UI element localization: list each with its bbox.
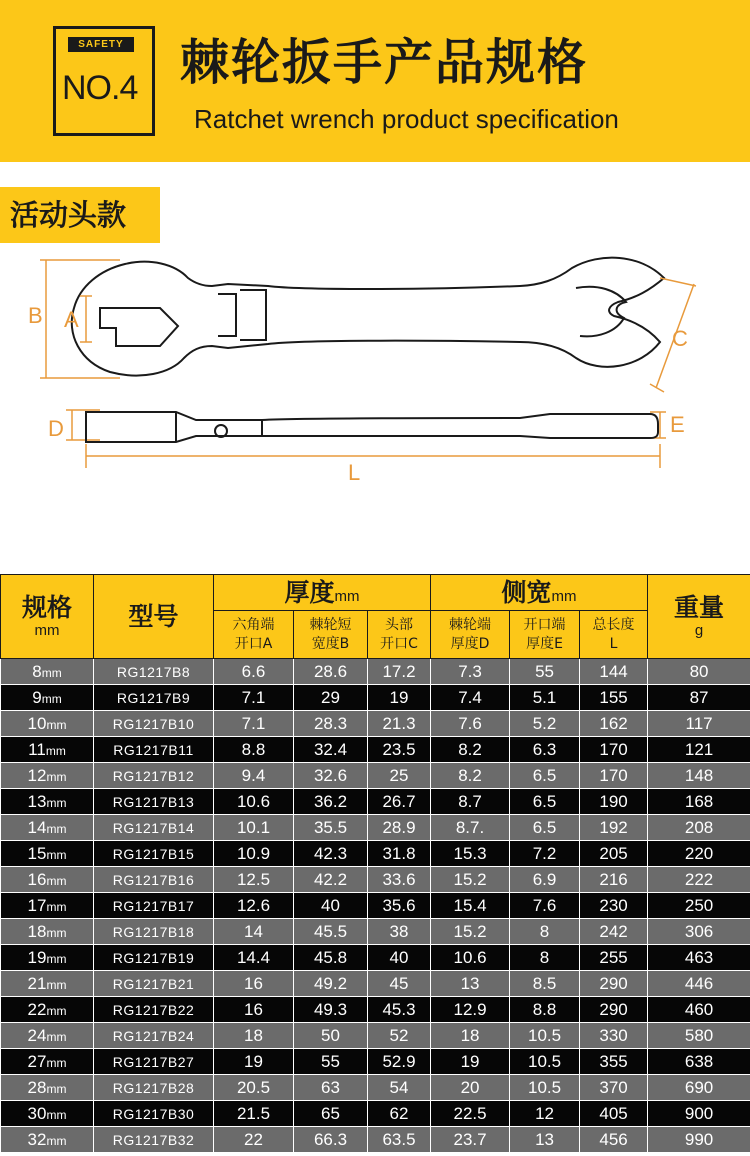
ratchet-width-b-cell: 35.5 xyxy=(294,815,368,841)
ratchet-width-b-cell: 55 xyxy=(294,1049,368,1075)
ratchet-thickness-d-cell: 19 xyxy=(431,1049,510,1075)
open-end-thickness-e-cell: 12 xyxy=(510,1101,580,1127)
page-title: 棘轮扳手产品规格 xyxy=(180,34,589,91)
table-row xyxy=(1,1049,750,1075)
size-unit: mm xyxy=(46,977,67,992)
total-length-cell: 405 xyxy=(580,1101,648,1127)
hex-opening-a-cell: 14.4 xyxy=(214,945,294,971)
hex-opening-a-cell: 10.1 xyxy=(214,815,294,841)
subheader-b xyxy=(294,611,368,659)
table-row xyxy=(1,841,750,867)
head-opening-c-cell: 35.6 xyxy=(368,893,431,919)
ratchet-width-b-cell: 42.2 xyxy=(294,867,368,893)
head-opening-c-cell: 23.5 xyxy=(368,737,431,763)
badge-number: NO.4 xyxy=(62,69,138,107)
header-banner xyxy=(0,0,750,162)
size-cell xyxy=(1,763,94,789)
dim-label-c: C xyxy=(672,326,688,351)
table-row xyxy=(1,945,750,971)
size-cell xyxy=(1,971,94,997)
size-cell xyxy=(1,659,94,685)
size-unit: mm xyxy=(46,873,67,888)
hex-opening-a-cell: 10.6 xyxy=(214,789,294,815)
weight-cell: 220 xyxy=(648,841,750,867)
size-value: 16 xyxy=(27,869,47,889)
table-row xyxy=(1,763,750,789)
size-value: 28 xyxy=(27,1077,47,1097)
size-value: 30 xyxy=(27,1103,47,1123)
model-cell: RG1217B32 xyxy=(94,1127,214,1153)
ratchet-thickness-d-cell: 8.2 xyxy=(431,763,510,789)
wrench-drawing xyxy=(0,250,750,490)
size-value: 14 xyxy=(27,817,47,837)
weight-cell: 80 xyxy=(648,659,750,685)
ratchet-thickness-d-cell: 8.7 xyxy=(431,789,510,815)
open-end-thickness-e-cell: 10.5 xyxy=(510,1023,580,1049)
dim-label-l: L xyxy=(348,460,361,485)
size-cell xyxy=(1,1127,94,1153)
size-value: 32 xyxy=(27,1129,47,1149)
dim-label-e: E xyxy=(670,412,685,437)
model-cell: RG1217B13 xyxy=(94,789,214,815)
ratchet-width-b-cell: 45.8 xyxy=(294,945,368,971)
ratchet-thickness-d-cell: 18 xyxy=(431,1023,510,1049)
size-value: 22 xyxy=(27,999,47,1019)
ratchet-width-b-cell: 45.5 xyxy=(294,919,368,945)
spec-table xyxy=(0,574,750,1153)
size-unit: mm xyxy=(46,1133,67,1148)
head-opening-c-cell: 45 xyxy=(368,971,431,997)
size-value: 9 xyxy=(32,687,42,707)
head-opening-c-cell: 26.7 xyxy=(368,789,431,815)
model-cell: RG1217B19 xyxy=(94,945,214,971)
model-cell: RG1217B28 xyxy=(94,1075,214,1101)
total-length-cell: 330 xyxy=(580,1023,648,1049)
total-length-cell: 230 xyxy=(580,893,648,919)
total-length-cell: 190 xyxy=(580,789,648,815)
hex-opening-a-cell: 14 xyxy=(214,919,294,945)
header-spec-label: 规格 xyxy=(21,593,72,622)
table-row xyxy=(1,1101,750,1127)
size-unit: mm xyxy=(41,665,62,680)
ratchet-width-b-cell: 42.3 xyxy=(294,841,368,867)
size-cell xyxy=(1,841,94,867)
table-row xyxy=(1,789,750,815)
page-subtitle: Ratchet wrench product specification xyxy=(194,104,619,134)
size-cell xyxy=(1,997,94,1023)
safety-badge xyxy=(53,26,155,136)
open-end-thickness-e-cell: 10.5 xyxy=(510,1075,580,1101)
weight-cell: 446 xyxy=(648,971,750,997)
size-value: 24 xyxy=(27,1025,47,1045)
header-spec-unit: mm xyxy=(34,622,60,639)
ratchet-thickness-d-cell: 20 xyxy=(431,1075,510,1101)
size-cell xyxy=(1,1101,94,1127)
dim-label-b: B xyxy=(28,303,43,328)
header-model xyxy=(94,575,214,659)
open-end-thickness-e-cell: 55 xyxy=(510,659,580,685)
hex-opening-a-cell: 22 xyxy=(214,1127,294,1153)
ratchet-width-b-cell: 28.3 xyxy=(294,711,368,737)
ratchet-thickness-d-cell: 22.5 xyxy=(431,1101,510,1127)
total-length-cell: 192 xyxy=(580,815,648,841)
size-value: 13 xyxy=(27,791,47,811)
size-value: 17 xyxy=(27,895,47,915)
model-cell: RG1217B21 xyxy=(94,971,214,997)
head-opening-c-cell: 52.9 xyxy=(368,1049,431,1075)
ratchet-width-b-cell: 32.6 xyxy=(294,763,368,789)
ratchet-width-b-cell: 32.4 xyxy=(294,737,368,763)
header-weight xyxy=(648,575,750,659)
subheader-a-line1: 六角端 xyxy=(232,616,275,633)
ratchet-width-b-cell: 49.2 xyxy=(294,971,368,997)
hex-opening-a-cell: 9.4 xyxy=(214,763,294,789)
header-width xyxy=(431,575,648,611)
subheader-c xyxy=(368,611,431,659)
total-length-cell: 170 xyxy=(580,737,648,763)
hex-opening-a-cell: 7.1 xyxy=(214,685,294,711)
model-cell: RG1217B15 xyxy=(94,841,214,867)
total-length-cell: 290 xyxy=(580,971,648,997)
ratchet-width-b-cell: 28.6 xyxy=(294,659,368,685)
size-cell xyxy=(1,737,94,763)
wrench-diagram xyxy=(0,250,750,490)
hex-opening-a-cell: 16 xyxy=(214,997,294,1023)
size-unit: mm xyxy=(41,691,62,706)
open-end-thickness-e-cell: 6.3 xyxy=(510,737,580,763)
subheader-e-line2: 厚度E xyxy=(526,635,563,652)
weight-cell: 580 xyxy=(648,1023,750,1049)
size-cell xyxy=(1,1049,94,1075)
hex-opening-a-cell: 7.1 xyxy=(214,711,294,737)
weight-cell: 222 xyxy=(648,867,750,893)
ratchet-thickness-d-cell: 7.4 xyxy=(431,685,510,711)
hex-opening-a-cell: 6.6 xyxy=(214,659,294,685)
hex-opening-a-cell: 12.6 xyxy=(214,893,294,919)
model-cell: RG1217B24 xyxy=(94,1023,214,1049)
subheader-b-line1: 棘轮短 xyxy=(309,616,352,633)
table-row xyxy=(1,711,750,737)
ratchet-thickness-d-cell: 13 xyxy=(431,971,510,997)
table-row xyxy=(1,867,750,893)
subheader-e-line1: 开口端 xyxy=(523,616,566,633)
open-end-thickness-e-cell: 5.2 xyxy=(510,711,580,737)
weight-cell: 87 xyxy=(648,685,750,711)
open-end-thickness-e-cell: 8 xyxy=(510,919,580,945)
dim-label-a: A xyxy=(64,307,79,332)
ratchet-width-b-cell: 49.3 xyxy=(294,997,368,1023)
size-cell xyxy=(1,789,94,815)
ratchet-thickness-d-cell: 15.4 xyxy=(431,893,510,919)
open-end-thickness-e-cell: 8.5 xyxy=(510,971,580,997)
size-unit: mm xyxy=(46,1003,67,1018)
header-thickness-unit: mm xyxy=(334,587,360,605)
subheader-d-line2: 厚度D xyxy=(450,635,490,652)
header-thickness-label: 厚度 xyxy=(284,577,335,607)
size-unit: mm xyxy=(46,795,67,810)
table-row xyxy=(1,815,750,841)
subheader-a-line2: 开口A xyxy=(234,635,273,652)
header-weight-unit: g xyxy=(694,622,704,639)
head-opening-c-cell: 25 xyxy=(368,763,431,789)
size-unit: mm xyxy=(46,1081,67,1096)
spec-table-body xyxy=(1,659,750,1153)
hex-opening-a-cell: 12.5 xyxy=(214,867,294,893)
header-width-unit: mm xyxy=(551,587,577,605)
hex-opening-a-cell: 18 xyxy=(214,1023,294,1049)
subheader-c-line2: 开口C xyxy=(380,635,418,652)
ratchet-width-b-cell: 50 xyxy=(294,1023,368,1049)
total-length-cell: 255 xyxy=(580,945,648,971)
subheader-d xyxy=(431,611,510,659)
total-length-cell: 216 xyxy=(580,867,648,893)
ratchet-width-b-cell: 36.2 xyxy=(294,789,368,815)
ratchet-thickness-d-cell: 23.7 xyxy=(431,1127,510,1153)
model-cell: RG1217B12 xyxy=(94,763,214,789)
table-row xyxy=(1,737,750,763)
total-length-cell: 205 xyxy=(580,841,648,867)
weight-cell: 690 xyxy=(648,1075,750,1101)
subheader-d-line1: 棘轮端 xyxy=(449,616,492,633)
total-length-cell: 370 xyxy=(580,1075,648,1101)
head-opening-c-cell: 31.8 xyxy=(368,841,431,867)
head-opening-c-cell: 19 xyxy=(368,685,431,711)
weight-cell: 208 xyxy=(648,815,750,841)
size-unit: mm xyxy=(46,1107,67,1122)
ratchet-thickness-d-cell: 8.7. xyxy=(431,815,510,841)
open-end-thickness-e-cell: 7.6 xyxy=(510,893,580,919)
total-length-cell: 290 xyxy=(580,997,648,1023)
hex-opening-a-cell: 19 xyxy=(214,1049,294,1075)
ratchet-thickness-d-cell: 8.2 xyxy=(431,737,510,763)
section-tag: 活动头款 xyxy=(0,187,160,243)
total-length-cell: 242 xyxy=(580,919,648,945)
size-cell xyxy=(1,1075,94,1101)
size-cell xyxy=(1,711,94,737)
size-unit: mm xyxy=(46,1029,67,1044)
head-opening-c-cell: 21.3 xyxy=(368,711,431,737)
model-cell: RG1217B30 xyxy=(94,1101,214,1127)
ratchet-thickness-d-cell: 10.6 xyxy=(431,945,510,971)
size-unit: mm xyxy=(46,847,67,862)
ratchet-width-b-cell: 66.3 xyxy=(294,1127,368,1153)
hex-opening-a-cell: 10.9 xyxy=(214,841,294,867)
size-unit: mm xyxy=(46,925,67,940)
open-end-thickness-e-cell: 8.8 xyxy=(510,997,580,1023)
size-cell xyxy=(1,945,94,971)
size-cell xyxy=(1,867,94,893)
total-length-cell: 144 xyxy=(580,659,648,685)
size-unit: mm xyxy=(45,743,66,758)
table-row xyxy=(1,919,750,945)
table-row xyxy=(1,1075,750,1101)
ratchet-thickness-d-cell: 7.6 xyxy=(431,711,510,737)
size-value: 12 xyxy=(27,765,47,785)
size-unit: mm xyxy=(46,899,67,914)
size-value: 27 xyxy=(27,1051,47,1071)
model-cell: RG1217B10 xyxy=(94,711,214,737)
size-value: 19 xyxy=(27,947,47,967)
size-unit: mm xyxy=(46,717,67,732)
table-row xyxy=(1,659,750,685)
total-length-cell: 155 xyxy=(580,685,648,711)
table-row xyxy=(1,1127,750,1153)
header-spec xyxy=(1,575,94,659)
size-cell xyxy=(1,893,94,919)
ratchet-thickness-d-cell: 15.2 xyxy=(431,867,510,893)
weight-cell: 638 xyxy=(648,1049,750,1075)
head-opening-c-cell: 40 xyxy=(368,945,431,971)
size-value: 18 xyxy=(27,921,47,941)
table-row xyxy=(1,997,750,1023)
table-row xyxy=(1,893,750,919)
header-model-label: 型号 xyxy=(128,601,179,631)
ratchet-thickness-d-cell: 7.3 xyxy=(431,659,510,685)
ratchet-thickness-d-cell: 12.9 xyxy=(431,997,510,1023)
weight-cell: 250 xyxy=(648,893,750,919)
head-opening-c-cell: 54 xyxy=(368,1075,431,1101)
subheader-e xyxy=(510,611,580,659)
head-opening-c-cell: 28.9 xyxy=(368,815,431,841)
open-end-thickness-e-cell: 7.2 xyxy=(510,841,580,867)
size-cell xyxy=(1,685,94,711)
ratchet-width-b-cell: 63 xyxy=(294,1075,368,1101)
ratchet-thickness-d-cell: 15.3 xyxy=(431,841,510,867)
ratchet-thickness-d-cell: 15.2 xyxy=(431,919,510,945)
size-unit: mm xyxy=(46,769,67,784)
size-unit: mm xyxy=(46,821,67,836)
weight-cell: 148 xyxy=(648,763,750,789)
header-width-label: 侧宽 xyxy=(501,577,552,607)
weight-cell: 463 xyxy=(648,945,750,971)
size-cell xyxy=(1,1023,94,1049)
hex-opening-a-cell: 8.8 xyxy=(214,737,294,763)
head-opening-c-cell: 33.6 xyxy=(368,867,431,893)
model-cell: RG1217B17 xyxy=(94,893,214,919)
subheader-b-line2: 宽度B xyxy=(311,635,350,652)
size-cell xyxy=(1,919,94,945)
model-cell: RG1217B14 xyxy=(94,815,214,841)
weight-cell: 306 xyxy=(648,919,750,945)
weight-cell: 460 xyxy=(648,997,750,1023)
head-opening-c-cell: 63.5 xyxy=(368,1127,431,1153)
ratchet-width-b-cell: 40 xyxy=(294,893,368,919)
model-cell: RG1217B9 xyxy=(94,685,214,711)
head-opening-c-cell: 17.2 xyxy=(368,659,431,685)
subheader-l xyxy=(580,611,648,659)
hex-opening-a-cell: 21.5 xyxy=(214,1101,294,1127)
size-value: 21 xyxy=(27,973,47,993)
head-opening-c-cell: 62 xyxy=(368,1101,431,1127)
subheader-a xyxy=(214,611,294,659)
wrench-top-view xyxy=(72,258,664,376)
size-value: 11 xyxy=(28,739,46,759)
open-end-thickness-e-cell: 6.5 xyxy=(510,815,580,841)
badge-safety-label: SAFETY xyxy=(68,37,134,52)
ratchet-width-b-cell: 65 xyxy=(294,1101,368,1127)
header-weight-label: 重量 xyxy=(674,593,725,622)
size-value: 10 xyxy=(27,713,47,733)
header-thickness xyxy=(214,575,431,611)
total-length-cell: 456 xyxy=(580,1127,648,1153)
subheader-c-line1: 头部 xyxy=(385,616,414,633)
model-cell: RG1217B22 xyxy=(94,997,214,1023)
hex-opening-a-cell: 20.5 xyxy=(214,1075,294,1101)
table-row xyxy=(1,685,750,711)
hex-opening-a-cell: 16 xyxy=(214,971,294,997)
open-end-thickness-e-cell: 6.9 xyxy=(510,867,580,893)
subheader-l-line1: 总长度 xyxy=(592,616,635,633)
table-row xyxy=(1,971,750,997)
open-end-thickness-e-cell: 6.5 xyxy=(510,763,580,789)
head-opening-c-cell: 52 xyxy=(368,1023,431,1049)
open-end-thickness-e-cell: 6.5 xyxy=(510,789,580,815)
dim-label-d: D xyxy=(48,416,64,441)
size-unit: mm xyxy=(46,1055,67,1070)
total-length-cell: 170 xyxy=(580,763,648,789)
model-cell: RG1217B27 xyxy=(94,1049,214,1075)
total-length-cell: 162 xyxy=(580,711,648,737)
weight-cell: 117 xyxy=(648,711,750,737)
size-value: 15 xyxy=(27,843,47,863)
wrench-side-view xyxy=(86,412,658,442)
size-unit: mm xyxy=(46,951,67,966)
model-cell: RG1217B18 xyxy=(94,919,214,945)
open-end-thickness-e-cell: 10.5 xyxy=(510,1049,580,1075)
size-cell xyxy=(1,815,94,841)
open-end-thickness-e-cell: 5.1 xyxy=(510,685,580,711)
model-cell: RG1217B8 xyxy=(94,659,214,685)
head-opening-c-cell: 45.3 xyxy=(368,997,431,1023)
weight-cell: 900 xyxy=(648,1101,750,1127)
total-length-cell: 355 xyxy=(580,1049,648,1075)
weight-cell: 168 xyxy=(648,789,750,815)
weight-cell: 121 xyxy=(648,737,750,763)
weight-cell: 990 xyxy=(648,1127,750,1153)
table-row xyxy=(1,1023,750,1049)
model-cell: RG1217B16 xyxy=(94,867,214,893)
subheader-l-line2: L xyxy=(609,635,618,652)
open-end-thickness-e-cell: 8 xyxy=(510,945,580,971)
model-cell: RG1217B11 xyxy=(94,737,214,763)
open-end-thickness-e-cell: 13 xyxy=(510,1127,580,1153)
size-value: 8 xyxy=(32,661,42,681)
head-opening-c-cell: 38 xyxy=(368,919,431,945)
ratchet-width-b-cell: 29 xyxy=(294,685,368,711)
